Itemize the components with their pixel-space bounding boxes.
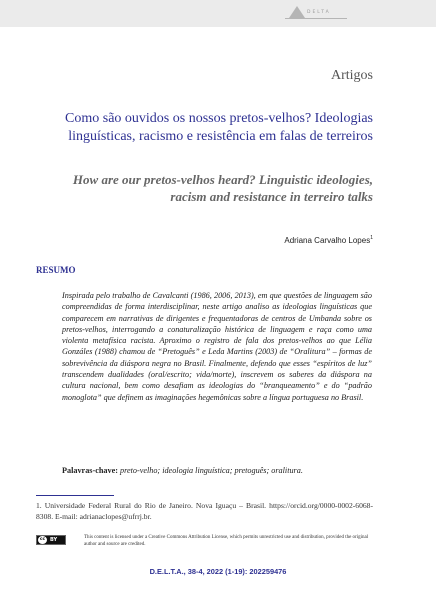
title-english: How are our pretos-velhos heard? Linguistic ideologies, racism and resistance in terreiro talks [72,172,373,204]
logo-triangle-icon [289,6,305,18]
abstract-text: Inspirada pelo trabalho de Cavalcanti (1986, 2006, 2013), em que questões de linguagem são compreendidas de forma interdisciplinar, neste artigo analiso as ideologias linguísticas que comparecem em narrativas de dirigentes e frequentadoras de centros de Umbanda sobre os pretos-velhos, interrogando a conaturalização histórica de linguagem e raça como uma violenta metafísica racista. Aproximo o registro de fala dos pretos-velhos ao que Lélia Gonzáles (1988) chamou de “Pretoguês” e Leda Martins (2003) de “Oralitura” – formas de sobrevivência da diáspora negra no Brasil. Finalmente, defendo que esses “espíritos de luz” transcendem dualidades (oral/escrito; vida/morte), inscrevem os saberes da diáspora na cultura nacional, bem como desafiam as ideologias do “branqueamento” e do “padrão monoglota” que definem as imaginações hegemônicas sobre a língua portuguesa no Brasil. [62,291,372,402]
cc-icon: cc [39,537,46,542]
citation-line: D.E.L.T.A., 38-4, 2022 (1-19): 202259476 [149,567,287,576]
footnote-rule [36,495,114,496]
keywords-label: Palavras-chave: [62,466,118,475]
logo-rule [285,18,347,19]
title-portuguese: Como são ouvidos os nossos pretos-velhos? Ideologias linguísticas, racismo e resistência em falas de terreiros [65,111,373,144]
abstract-heading: RESUMO [36,265,76,275]
author-name: Adriana Carvalho Lopes [284,236,371,245]
license-text: This content is licensed under a Creative Commons Attribution License, which permits unrestricted use and distribution, provided the original author and source are credited. [84,535,369,547]
footnote-text: 1. Universidade Federal Rural do Rio de Janeiro. Nova Iguaçu – Brasil. https://orcid.org/0000-0002-6068-8308. E-mail: adrianaclopes@ufrrj.br. [36,501,373,521]
section-label: Artigos [331,68,373,83]
author-footnote-mark: 1 [370,235,373,241]
keywords-text: preto-velho; ideologia linguística; pretoguês; oralitura. [119,466,303,475]
top-band [0,0,436,27]
keywords [62,465,376,476]
logo-text: DELTA [307,10,331,15]
by-label: BY [50,537,58,543]
delta-logo [285,5,355,23]
author-line [284,235,373,245]
cc-by-badge[interactable] [36,535,66,545]
